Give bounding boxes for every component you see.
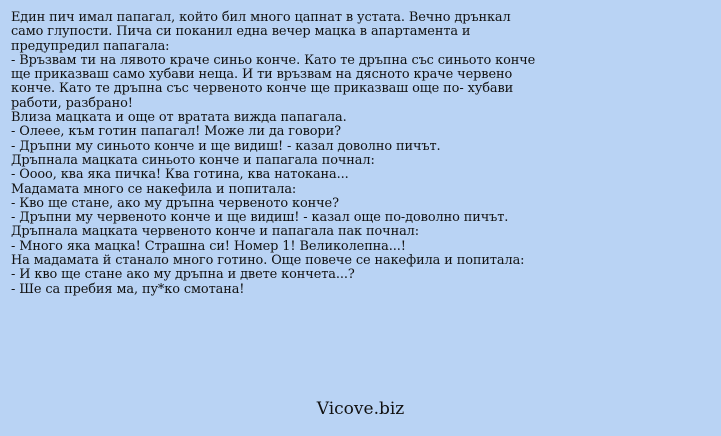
site-watermark: Vicove.biz [316,399,405,419]
joke-text [11,11,571,297]
joke-line: Един пич имал папагал, който бил много цапнат в устата. Вечно дрънкал [11,10,511,25]
joke-line: - Олеее, към готин папагал! Може ли да говори? [11,124,341,140]
joke-line: конче. Като те дръпна със червеното конче ще приказваш още по- хубави [11,81,514,97]
joke-line: На мадамата й станало много готино. Още повече се накефила и попитала: [11,253,525,269]
joke-line: предупредил папагала: [11,38,170,54]
joke-line: - Дръпни му синьото конче и ще видиш! - казал доволно пичът. [11,138,441,154]
joke-line: - Кво ще стане, ако му дръпна червеното конче? [11,195,339,211]
joke-line: Дръпнала мацката червеното конче и папагала пак почнал: [11,224,419,240]
joke-line: само глупости. Пича си поканил една вечер мацка в апартамента и [11,24,471,40]
joke-line: Мадамата много се накефила и попитала: [11,181,297,197]
joke-line: - Дръпни му червеното конче и ще видиш! - казал още по-доволно пичът. [11,210,509,226]
joke-line: - И кво ще стане ако му дръпна и двете кончета...? [11,267,355,283]
joke-line: Влиза мацката и още от вратата вижда папагала. [11,110,347,126]
joke-line: - Оооо, ква яка пичка! Ква готина, ква натокана... [11,167,349,183]
joke-line: - Ше са пребия ма, пу*ко смотана! [11,281,245,297]
joke-line: - Връзвам ти на лявото краче синьо конче. Като те дръпна със синьото конче [11,52,536,68]
joke-line: - Много яка мацка! Страшна си! Номер 1! Великолепна...! [11,238,406,254]
joke-line: работи, разбрано! [11,95,133,111]
joke-line: Дръпнала мацката синьото конче и папагала почнал: [11,152,375,168]
joke-line: ще приказваш само хубави неща. И ти връзвам на дясното краче червено [11,67,513,83]
